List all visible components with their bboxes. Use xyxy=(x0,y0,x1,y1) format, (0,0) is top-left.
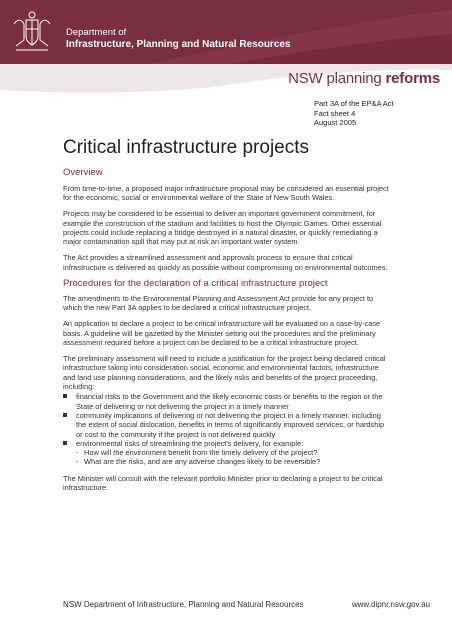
paragraph-5: An application to declare a project to be critical infrastructure will be evaluated on a case-by-case basis. A guideline will be gazetted by the Minister setting out the procedures and the preliminary assessment required before a project can be declared to be a critical infrastructure project. xyxy=(63,319,381,348)
dash-marker: - xyxy=(76,457,79,467)
document-body xyxy=(63,184,391,499)
sub-list-item-text: How will the environment benefit from the timely delivery of the project? xyxy=(84,448,318,458)
paragraph-7: The Minister will consult with the relevant portfolio Minister prior to declaring a project to be critical infrastructure. xyxy=(63,473,383,492)
bullet-icon xyxy=(63,394,67,398)
reforms-bold: reforms xyxy=(385,70,440,87)
meta-date: August 2005 xyxy=(314,118,357,127)
header-banner xyxy=(0,0,452,64)
sub-list-item-text: What are the risks, and are any adverse changes likely to be reversible? xyxy=(84,457,321,467)
dash-marker: - xyxy=(76,448,79,458)
sub-list-item xyxy=(76,448,391,457)
paragraph-4: The amendments to the Environmental Planning and Assessment Act provide for any project to which the new Part 3A applies to be declared a critical infrastructure project. xyxy=(63,294,374,313)
section-heading-procedures: Procedures for the declaration of a critical infrastructure project xyxy=(63,277,328,289)
nsw-planning-reforms-logo xyxy=(288,70,440,87)
department-line-2: Infrastructure, Planning and Natural Resources xyxy=(66,39,291,50)
section-heading-overview: Overview xyxy=(63,167,103,178)
meta-fact-sheet: Fact sheet 4 xyxy=(314,108,356,118)
page-title: Critical infrastructure projects xyxy=(63,137,310,158)
list-item xyxy=(63,411,391,439)
paragraph-6: The preliminary assessment will need to include a justification for the project being declared critical infrastructure taking into consideration social, economic and environmental factors, infrastructure and land use planning considerations, and the likely risks and benefits of the project proceeding, including: xyxy=(63,354,386,392)
bullet-icon xyxy=(63,441,67,445)
paragraph-2: Projects may be considered to be essential to deliver an important government commitment, for example the construction of the stadium and facilities to host the Olympic Games. Other essential projects could include replacing a bridge destroyed in a natural disaster, or quickly remediating a major contamination spill that may put at risk an important water system. xyxy=(63,209,382,247)
risk-list xyxy=(63,392,391,466)
department-line-1: Department of xyxy=(66,27,127,38)
department-name xyxy=(66,27,291,51)
nsw-coat-of-arms-icon xyxy=(6,10,58,56)
footer-department: NSW Department of Infrastructure, Planning and Natural Resources xyxy=(63,600,304,609)
list-item xyxy=(63,439,391,467)
list-item xyxy=(63,392,391,411)
meta-part: Part 3A of the EP&A Act xyxy=(314,99,394,108)
reforms-prefix: NSW planning xyxy=(288,70,386,87)
list-item-text: environmental risks of streamlining the project's delivery, for example: xyxy=(76,438,304,448)
paragraph-1: From time-to-time, a proposed major infrastructure proposal may be considered an essential project for the economic, social or environmental welfare of the State of New South Wales. xyxy=(63,184,389,203)
sub-list-item xyxy=(76,457,391,466)
list-item-text: community implications of delivering or not delivering the project in a timely manner, including the extent of social dislocation, benefits in terms of significantly improved services, or hardship or cost to the community if the project is not delivered quickly xyxy=(76,410,385,439)
footer-url[interactable]: www.dipnr.nsw.gov.au xyxy=(351,600,430,609)
document-meta xyxy=(314,99,394,128)
paragraph-3: The Act provides a streamlined assessment and approvals process to ensure that critical infrastructure is delivered as quickly as possible without compromising on environmental outcomes. xyxy=(63,253,388,272)
bullet-icon xyxy=(63,413,67,417)
list-item-text: financial risks to the Government and the likely economic costs or benefits to the region or the State of delivering or not delivering the project in a timely manner xyxy=(76,392,383,411)
